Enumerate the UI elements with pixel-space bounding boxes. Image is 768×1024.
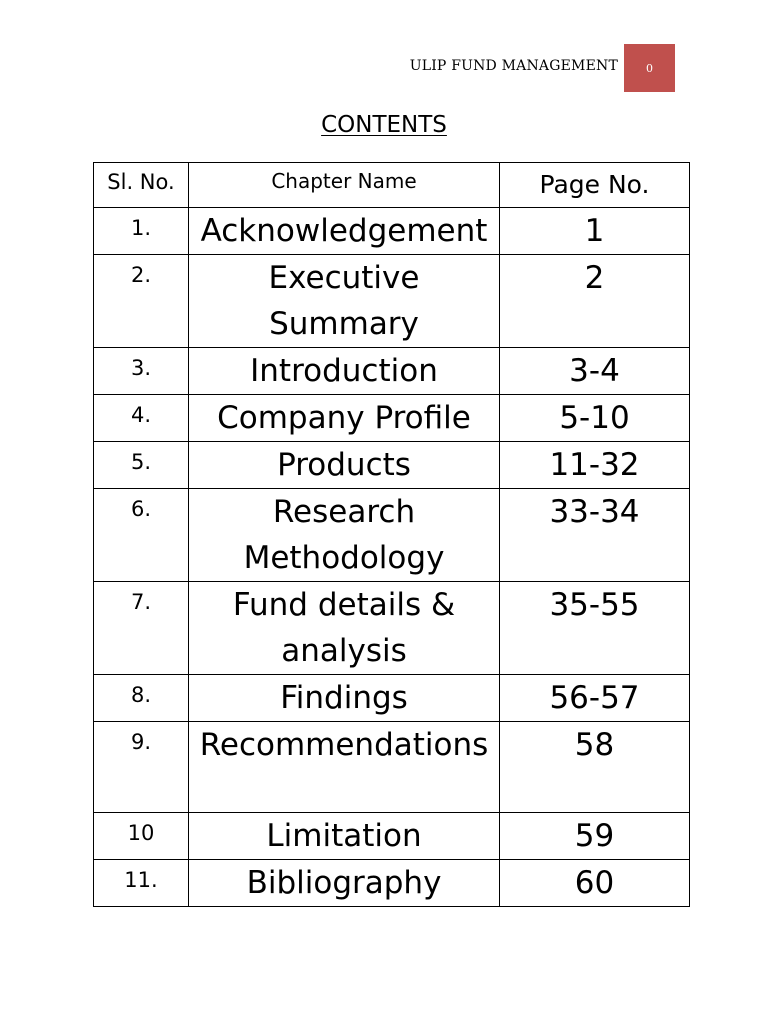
- chapter-name-cell: Executive Summary: [189, 255, 500, 348]
- contents-heading: CONTENTS: [321, 112, 447, 138]
- chapter-name-cell: Bibliography: [189, 860, 500, 907]
- serial-number-cell: 4.: [94, 395, 189, 442]
- chapter-name-cell: Acknowledgement: [189, 208, 500, 255]
- serial-number-cell: 3.: [94, 348, 189, 395]
- chapter-name-cell: Limitation: [189, 813, 500, 860]
- serial-number-cell: 5.: [94, 442, 189, 489]
- serial-number-cell: 9.: [94, 722, 189, 813]
- chapter-name-cell: Introduction: [189, 348, 500, 395]
- table-row: [94, 813, 690, 860]
- column-header-sl-no: Sl. No.: [94, 163, 189, 208]
- page-number-cell: 56-57: [500, 675, 690, 722]
- page-number-cell: 58: [500, 722, 690, 813]
- page-number-cell: 3-4: [500, 348, 690, 395]
- running-header-title: ULIP FUND MANAGEMENT: [409, 58, 618, 74]
- table-row: [94, 395, 690, 442]
- serial-number-cell: 10: [94, 813, 189, 860]
- chapter-name-cell: Findings: [189, 675, 500, 722]
- table-row: [94, 208, 690, 255]
- chapter-name-cell: Research Methodology: [189, 489, 500, 582]
- table-row: [94, 348, 690, 395]
- page-number-cell: 60: [500, 860, 690, 907]
- page-number-cell: 59: [500, 813, 690, 860]
- serial-number-cell: 7.: [94, 582, 189, 675]
- page-number-cell: 33-34: [500, 489, 690, 582]
- table-row: [94, 722, 690, 813]
- serial-number-cell: 6.: [94, 489, 189, 582]
- column-header-page-no: Page No.: [500, 163, 690, 208]
- chapter-name-cell: Fund details & analysis: [189, 582, 500, 675]
- column-header-chapter-name: Chapter Name: [189, 163, 500, 208]
- page-number-badge: [624, 44, 675, 92]
- table-row: [94, 675, 690, 722]
- table-body: [94, 208, 690, 907]
- table-row: [94, 255, 690, 348]
- page-number-cell: 5-10: [500, 395, 690, 442]
- page-number-cell: 2: [500, 255, 690, 348]
- page-number-cell: 11-32: [500, 442, 690, 489]
- page-number: 0: [646, 61, 653, 75]
- serial-number-cell: 1.: [94, 208, 189, 255]
- serial-number-cell: 11.: [94, 860, 189, 907]
- table-row: [94, 860, 690, 907]
- table-row: [94, 582, 690, 675]
- chapter-name-cell: Company Profile: [189, 395, 500, 442]
- page-number-cell: 35-55: [500, 582, 690, 675]
- serial-number-cell: 2.: [94, 255, 189, 348]
- serial-number-cell: 8.: [94, 675, 189, 722]
- page-number-cell: 1: [500, 208, 690, 255]
- table-row: [94, 442, 690, 489]
- chapter-name-cell: Recommendations: [189, 722, 500, 813]
- chapter-name-cell: Products: [189, 442, 500, 489]
- table-header-row: [94, 163, 690, 208]
- contents-table: [93, 162, 690, 907]
- table-row: [94, 489, 690, 582]
